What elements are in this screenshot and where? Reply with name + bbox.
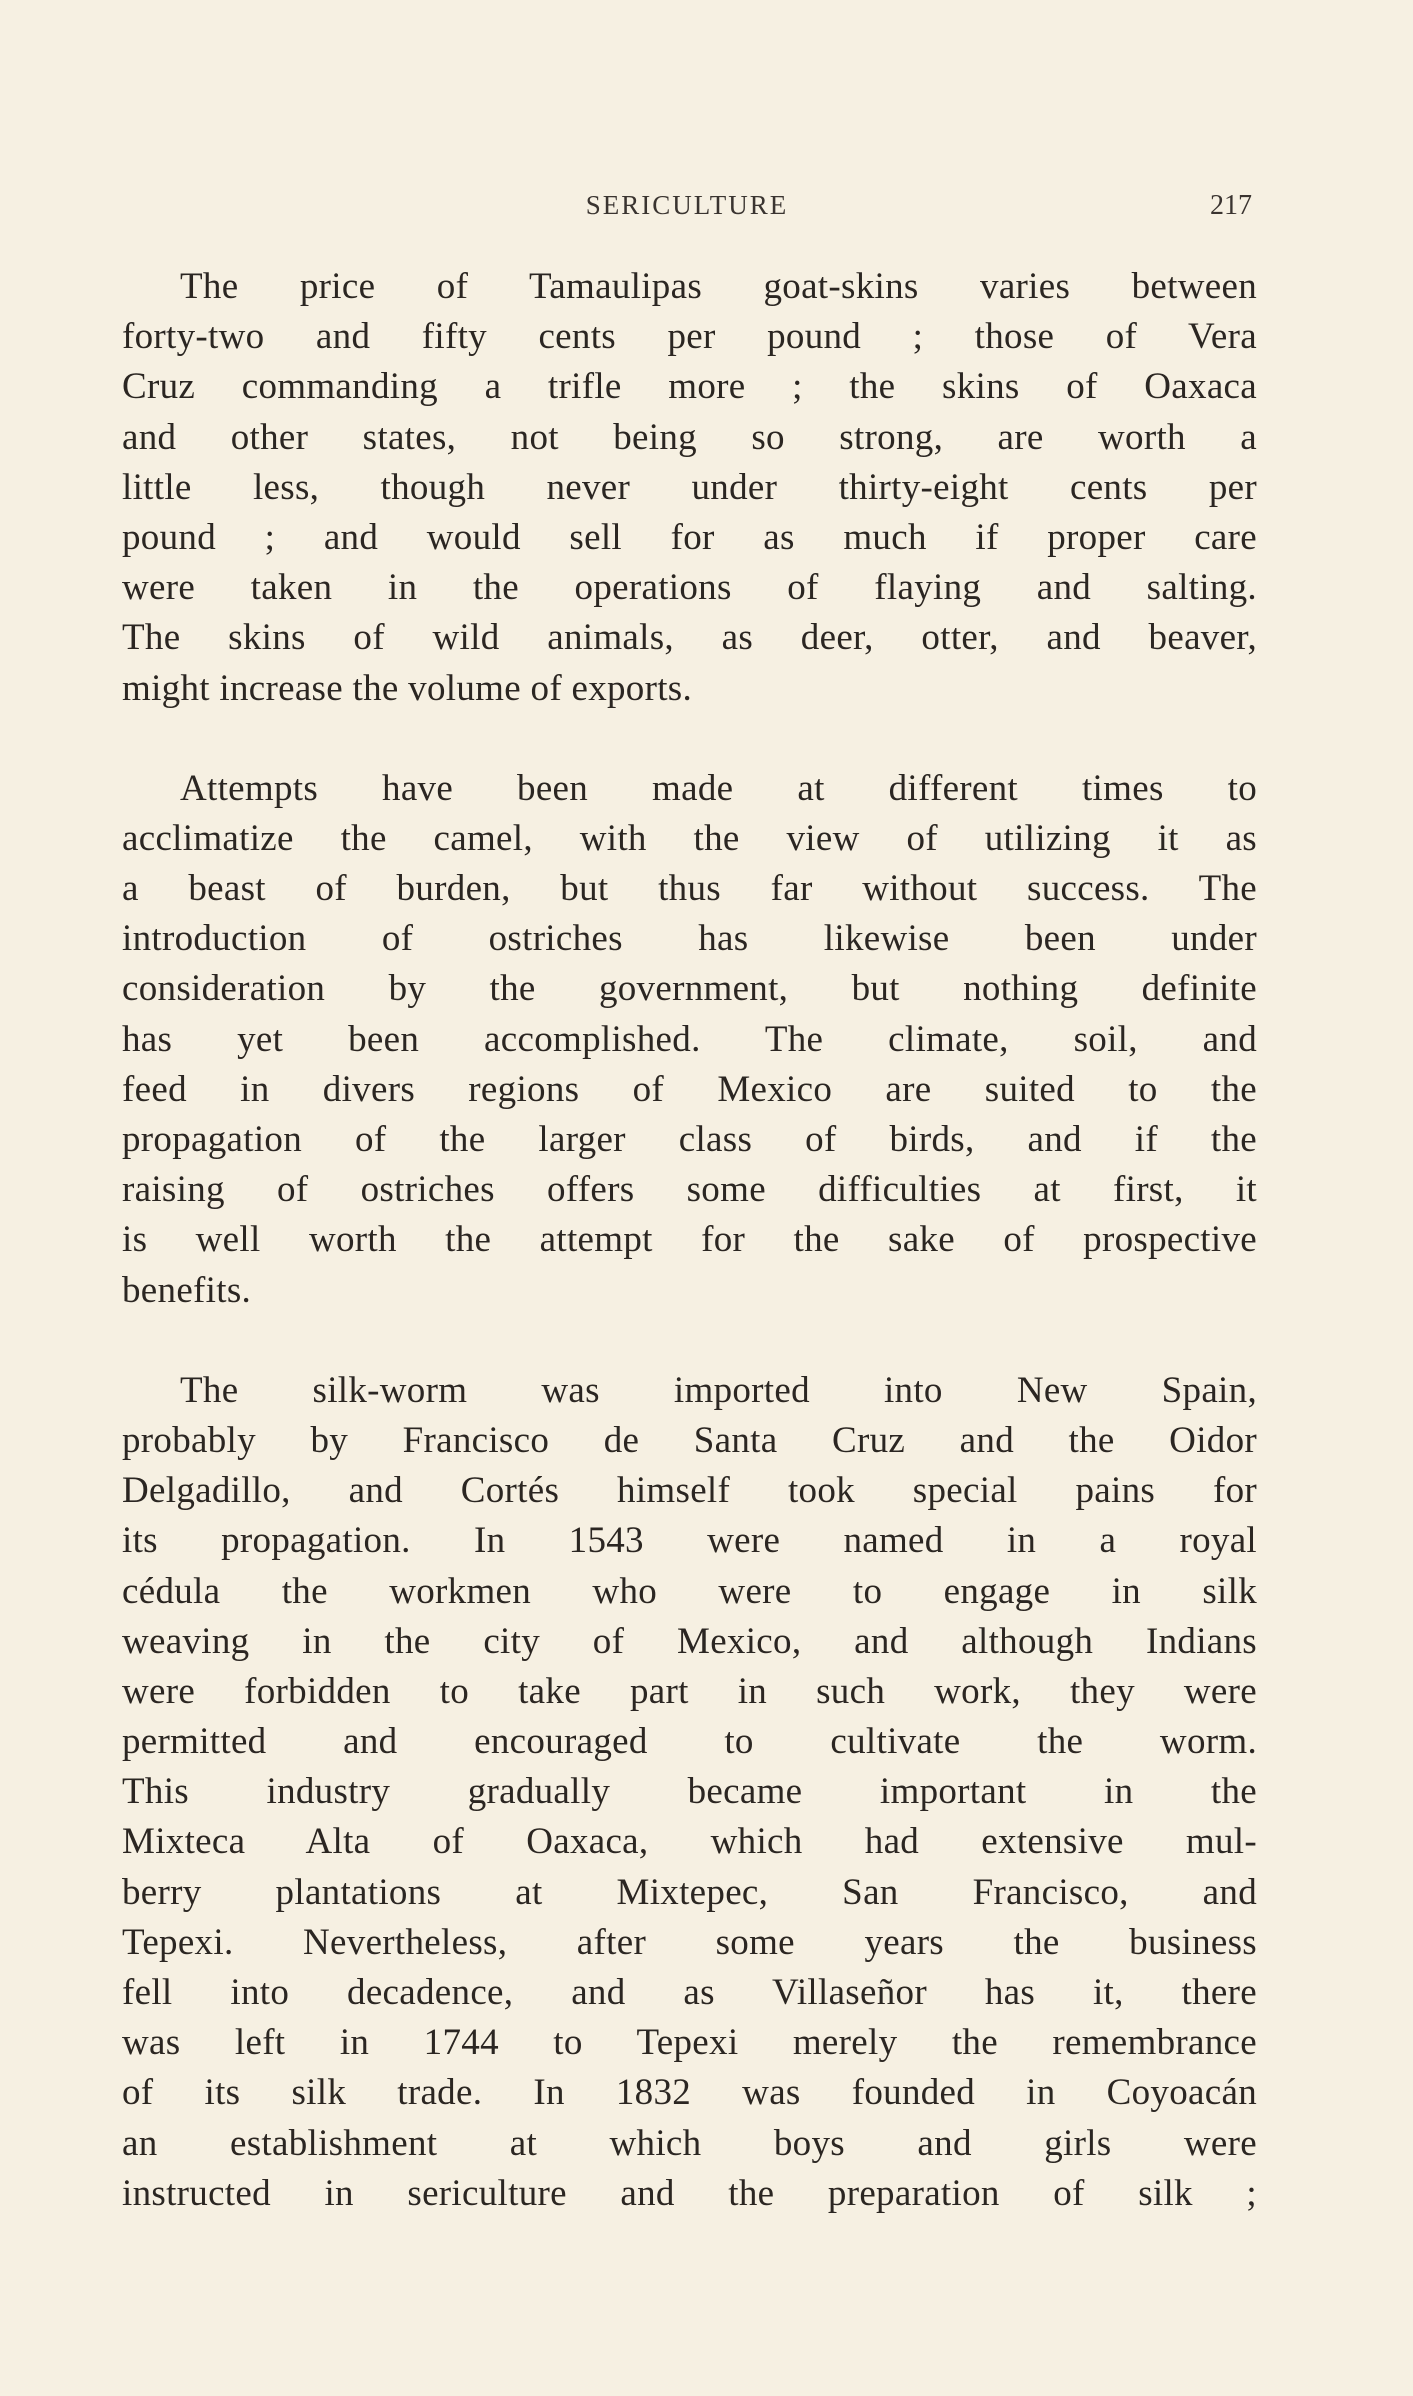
text-line: were forbidden to take part in such work, they were — [122, 1670, 1257, 1712]
text-line: an establishment at which boys and girls were — [122, 2122, 1257, 2164]
paragraph-spacer — [122, 1316, 1257, 1366]
text-line: Attempts have been made at different times to — [180, 767, 1257, 809]
text-line: consideration by the government, but nothing definite — [122, 968, 1257, 1010]
text-line: propagation of the larger class of birds, and if the — [122, 1119, 1257, 1160]
text-line: This industry gradually became important in the — [122, 1771, 1257, 1813]
text-line: weaving in the city of Mexico, and although Indians — [122, 1620, 1257, 1662]
text-line: Tepexi. Nevertheless, after some years the business — [122, 1921, 1257, 1963]
paragraph-goat-skins — [122, 262, 1257, 714]
text-line: benefits. — [122, 1269, 252, 1311]
text-line: its propagation. In 1543 were named in a royal — [122, 1520, 1257, 1562]
text-line: pound ; and would sell for as much if proper care — [122, 516, 1257, 558]
text-line: is well worth the attempt for the sake of prospective — [122, 1219, 1257, 1261]
text-line: acclimatize the camel, with the view of utilizing it as — [122, 817, 1257, 859]
text-line: Delgadillo, and Cortés himself took special pains for — [122, 1470, 1257, 1512]
text-line: little less, though never under thirty-eight cents per — [122, 466, 1257, 508]
text-line: The silk-worm was imported into New Spain, — [180, 1369, 1257, 1411]
page-number: 217 — [1210, 190, 1252, 221]
text-line: were taken in the operations of flaying and salting. — [122, 567, 1257, 609]
paragraph-spacer — [122, 714, 1257, 764]
text-line: introduction of ostriches has likewise been under — [122, 918, 1257, 960]
text-line: fell into decadence, and as Villaseñor has it, there — [122, 1972, 1257, 2013]
paragraph-camel-ostriches — [122, 764, 1257, 1316]
text-line: forty-two and fifty cents per pound ; those of Vera — [122, 316, 1257, 358]
text-line: a beast of burden, but thus far without success. The — [122, 868, 1257, 910]
text-line: instructed in sericulture and the preparation of silk ; — [122, 2172, 1257, 2214]
text-line: The skins of wild animals, as deer, otter, and beaver, — [122, 617, 1257, 659]
text-line: raising of ostriches offers some difficulties at first, it — [122, 1169, 1257, 1211]
text-line: berry plantations at Mixtepec, San Francisco, and — [122, 1871, 1257, 1913]
text-line: and other states, not being so strong, are worth a — [122, 416, 1257, 458]
text-line: Mixteca Alta of Oaxaca, which had extensive mul- — [122, 1821, 1257, 1863]
text-line: permitted and encouraged to cultivate the worm. — [122, 1721, 1257, 1763]
text-line: feed in divers regions of Mexico are suited to the — [122, 1068, 1257, 1110]
body-text — [122, 262, 1257, 2219]
text-line: cédula the workmen who were to engage in silk — [122, 1570, 1257, 1612]
text-line: The price of Tamaulipas goat-skins varies between — [180, 266, 1257, 307]
text-line: of its silk trade. In 1832 was founded in Coyoacán — [122, 2072, 1257, 2114]
text-line: Cruz commanding a trifle more ; the skins of Oaxaca — [122, 366, 1257, 408]
text-line: probably by Francisco de Santa Cruz and the Oidor — [122, 1419, 1257, 1461]
running-head — [122, 190, 1252, 234]
text-line: might increase the volume of exports. — [122, 667, 693, 709]
paragraph-silk-worm — [122, 1366, 1257, 2219]
text-line: has yet been accomplished. The climate, soil, and — [122, 1018, 1257, 1060]
running-title: SERICULTURE — [585, 190, 789, 220]
text-line: was left in 1744 to Tepexi merely the remembrance — [122, 2022, 1257, 2064]
